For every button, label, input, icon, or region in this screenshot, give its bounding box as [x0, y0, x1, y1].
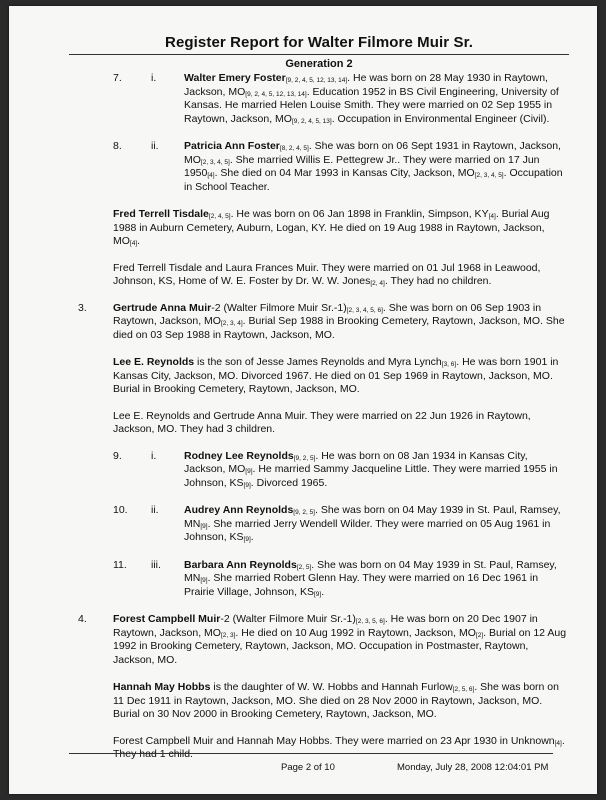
entry-text: . Burial on 12 Aug 1992 in Brooking Cemetery, Raytown, Jackson, MO. Occupation in Postmaster, Raytown, Jackson, MO. [113, 626, 567, 666]
child-text [184, 504, 569, 545]
source-citation: [4] [207, 172, 215, 179]
source-citation: [4] [129, 240, 138, 247]
entry-text: . He was born 1901 in Kansas City, Jackson, MO. Divorced 1967. He died on 01 Sep 1969 in Raytown, Jackson, MO. Burial in Brooking Cemetery, Raytown, Jackson, MO. [113, 356, 559, 395]
source-citation: [2, 4] [370, 280, 385, 287]
entry-text: . She was born on 11 Dec 1911 in Raytown, Jackson, MO. She died on 28 Nov 2000 in Raytown, Jackson, MO. Burial on 30 Nov 2000 in Brooking Cemetery, Raytown, Jackson, MO. [113, 681, 559, 720]
source-citation: [9, 2, 4, 5, 12, 13, 14] [285, 77, 348, 84]
child-entry-7 [69, 72, 569, 126]
spouse-paragraph [113, 208, 569, 249]
marriage-paragraph [113, 410, 569, 437]
child-number: 10. [113, 504, 128, 516]
entry-text: . She married Willis E. Pettegrew Jr.. They were married on 17 Jun 1950 [184, 153, 540, 179]
source-citation: [9, 2, 5] [293, 454, 316, 462]
person-name: Gertrude Anna Muir [113, 301, 212, 314]
marriage-paragraph [113, 735, 569, 762]
entry-text: . They had no children. [384, 275, 492, 287]
footer-rule [69, 753, 553, 754]
report-title: Register Report for Walter Filmore Muir Sr. [165, 34, 473, 51]
child-roman: i. [151, 72, 157, 84]
child-entry-9 [69, 450, 569, 491]
person-text [113, 613, 569, 667]
entry-text: Fred Terrell Tisdale and Laura Frances Muir. They were married on 01 Jul 1968 in Leawood, Johnson, KS, Home of W. E. Foster by Dr. W. W. Jones [113, 261, 541, 287]
source-citation: [2, 3, 4, 5] [200, 158, 230, 166]
entry-text: . Occupation in School Teacher. [184, 167, 563, 193]
person-name: Rodney Lee Reynolds [184, 449, 294, 462]
child-roman: i. [151, 449, 157, 462]
source-citation: [3, 6] [441, 361, 457, 368]
source-citation: [2, 4, 5] [208, 213, 231, 220]
generation-entry-4 [69, 613, 569, 667]
source-citation: [9] [200, 577, 208, 584]
entry-text: . She married Robert Glenn Hay. They were married on 16 Dec 1961 in Prairie Village, Johnson, KS [184, 572, 539, 598]
entry-text: . [250, 531, 254, 543]
entry-text: . She was born on 04 May 1939 in St. Paul, Ramsey, MN [184, 558, 557, 584]
generation-entry-3 [69, 302, 569, 343]
person-name: Fred Terrell Tisdale [113, 208, 209, 220]
child-number: 8. [113, 140, 122, 152]
entry-text: . Divorced 1965. [250, 476, 328, 489]
spouse-paragraph [113, 681, 569, 722]
person-text [113, 302, 569, 343]
entry-text: is the son of Jesse James Reynolds and Myra Lynch [194, 356, 442, 368]
child-text [184, 72, 569, 126]
person-number: 3. [78, 301, 87, 314]
entry-text: . [321, 585, 325, 598]
entry-text: . He was born on 20 Dec 1907 in Raytown, Jackson, MO [113, 613, 538, 639]
lineage-text: -2 (Walter Filmore Muir Sr.-1) [220, 613, 356, 625]
entry-text: Forest Campbell Muir and Hannah May Hobbs. They were married on 23 Apr 1930 in Unknown [113, 734, 555, 747]
source-citation: [9] [245, 468, 253, 475]
entry-text: is the daughter of W. W. Hobbs and Hannah Furlow [210, 681, 453, 693]
entry-text: . She was born on 04 May 1939 in St. Paul, Ramsey, MN [184, 504, 561, 530]
entry-text: . He was born on 08 Jan 1934 in Kansas City, Jackson, MO [184, 449, 528, 475]
source-citation: [2] [475, 631, 484, 639]
entry-text: . She married Jerry Wendell Wilder. They were married on 05 Aug 1961 in Johnson, KS [184, 517, 551, 543]
person-number: 4. [78, 613, 87, 625]
marriage-paragraph [113, 262, 569, 289]
lineage-text: -2 (Walter Filmore Muir Sr.-1) [211, 301, 347, 314]
entry-text: . They had 1 child. [113, 734, 565, 760]
child-entry-10 [69, 504, 569, 545]
source-citation: [8, 2, 4, 5] [279, 145, 309, 152]
child-roman: ii. [151, 504, 159, 516]
child-number: 7. [113, 72, 122, 84]
child-number: 9. [113, 449, 122, 462]
person-name: Walter Emery Foster [184, 72, 286, 84]
person-name: Audrey Ann Reynolds [184, 504, 294, 516]
person-name: Forest Campbell Muir [113, 613, 221, 625]
child-text [184, 140, 569, 194]
source-citation: [4] [554, 739, 562, 747]
child-roman: iii. [151, 558, 161, 571]
source-citation: [9, 2, 5] [293, 509, 315, 516]
generation-heading: Generation 2 [285, 58, 353, 70]
source-citation: [2, 3, 4, 5, 6] [346, 306, 383, 314]
entry-text: Lee E. Reynolds and Gertrude Anna Muir. They were married on 22 Jun 1926 in Raytown, Jackson, MO. They had 3 children. [113, 409, 531, 435]
source-citation: [4] [488, 213, 496, 220]
child-roman: ii. [151, 140, 159, 152]
entry-text: . [137, 235, 141, 247]
source-citation: [9] [243, 481, 251, 489]
entry-text: . He died on 10 Aug 1992 in Raytown, Jackson, MO [235, 626, 476, 639]
header-rule [69, 54, 569, 55]
source-citation: [2, 5] [296, 563, 312, 571]
source-citation: [9] [200, 522, 208, 530]
entry-text: . He was born on 28 May 1930 in Raytown, Jackson, MO [184, 72, 548, 98]
entry-text: . He was born on 06 Jan 1898 in Franklin, Simpson, KY [230, 208, 489, 220]
source-citation: [9] [243, 536, 251, 543]
entry-text: . She died on 04 Mar 1993 in Kansas City, Jackson, MO [214, 167, 475, 179]
entry-text: . He married Sammy Jacqueline Little. They were married 1955 in Johnson, KS [184, 463, 558, 489]
child-number: 11. [113, 558, 127, 571]
person-name: Patricia Ann Foster [184, 140, 280, 152]
report-page [9, 6, 597, 794]
person-name: Lee E. Reynolds [113, 356, 195, 368]
child-text [184, 450, 569, 491]
child-entry-11 [69, 559, 569, 600]
source-citation: [2, 3] [220, 631, 236, 639]
spouse-paragraph [113, 356, 569, 397]
entry-text: . Occupation in Environmental Engineer (Civil). [331, 112, 550, 125]
child-entry-8 [69, 140, 569, 194]
page-number: Page 2 of 10 [281, 762, 335, 773]
person-name: Barbara Ann Reynolds [184, 558, 297, 571]
source-citation: [9, 2, 4, 5, 13] [291, 117, 332, 125]
person-name: Hannah May Hobbs [113, 681, 211, 693]
entry-text: . Burial Aug 1988 in Auburn Cemetery, Auburn, Logan, KY. He died on 19 Aug 1988 in Raytown, Jackson, MO [113, 208, 550, 247]
entry-text: . Burial Sep 1988 in Brooking Cemetery, Raytown, Jackson, MO. She died on 03 Sep 1988 in Raytown, Jackson, MO. [113, 315, 565, 341]
report-body [69, 72, 569, 775]
source-citation: [9, 2, 4, 5, 12, 13, 14] [245, 90, 307, 98]
source-citation: [2, 5, 6] [452, 686, 475, 693]
print-date: Monday, July 28, 2008 12:04:01 PM [397, 762, 549, 773]
source-citation: [2, 3, 4] [220, 320, 243, 327]
source-citation: [9] [313, 590, 322, 598]
entry-text: . She was born on 06 Sept 1931 in Raytown, Jackson, MO [184, 140, 561, 166]
entry-text: . She was born on 06 Sep 1903 in Raytown, Jackson, MO [113, 301, 542, 327]
child-text [184, 559, 569, 600]
source-citation: [2, 3, 5, 6] [355, 618, 385, 625]
entry-text: . Education 1952 in BS Civil Engineering, University of Kansas. He married Helen Louise Smith. They were married on 02 Sep 1955 in Raytown, Jackson, MO [184, 85, 559, 125]
source-citation: [2, 3, 4, 5] [474, 172, 504, 179]
